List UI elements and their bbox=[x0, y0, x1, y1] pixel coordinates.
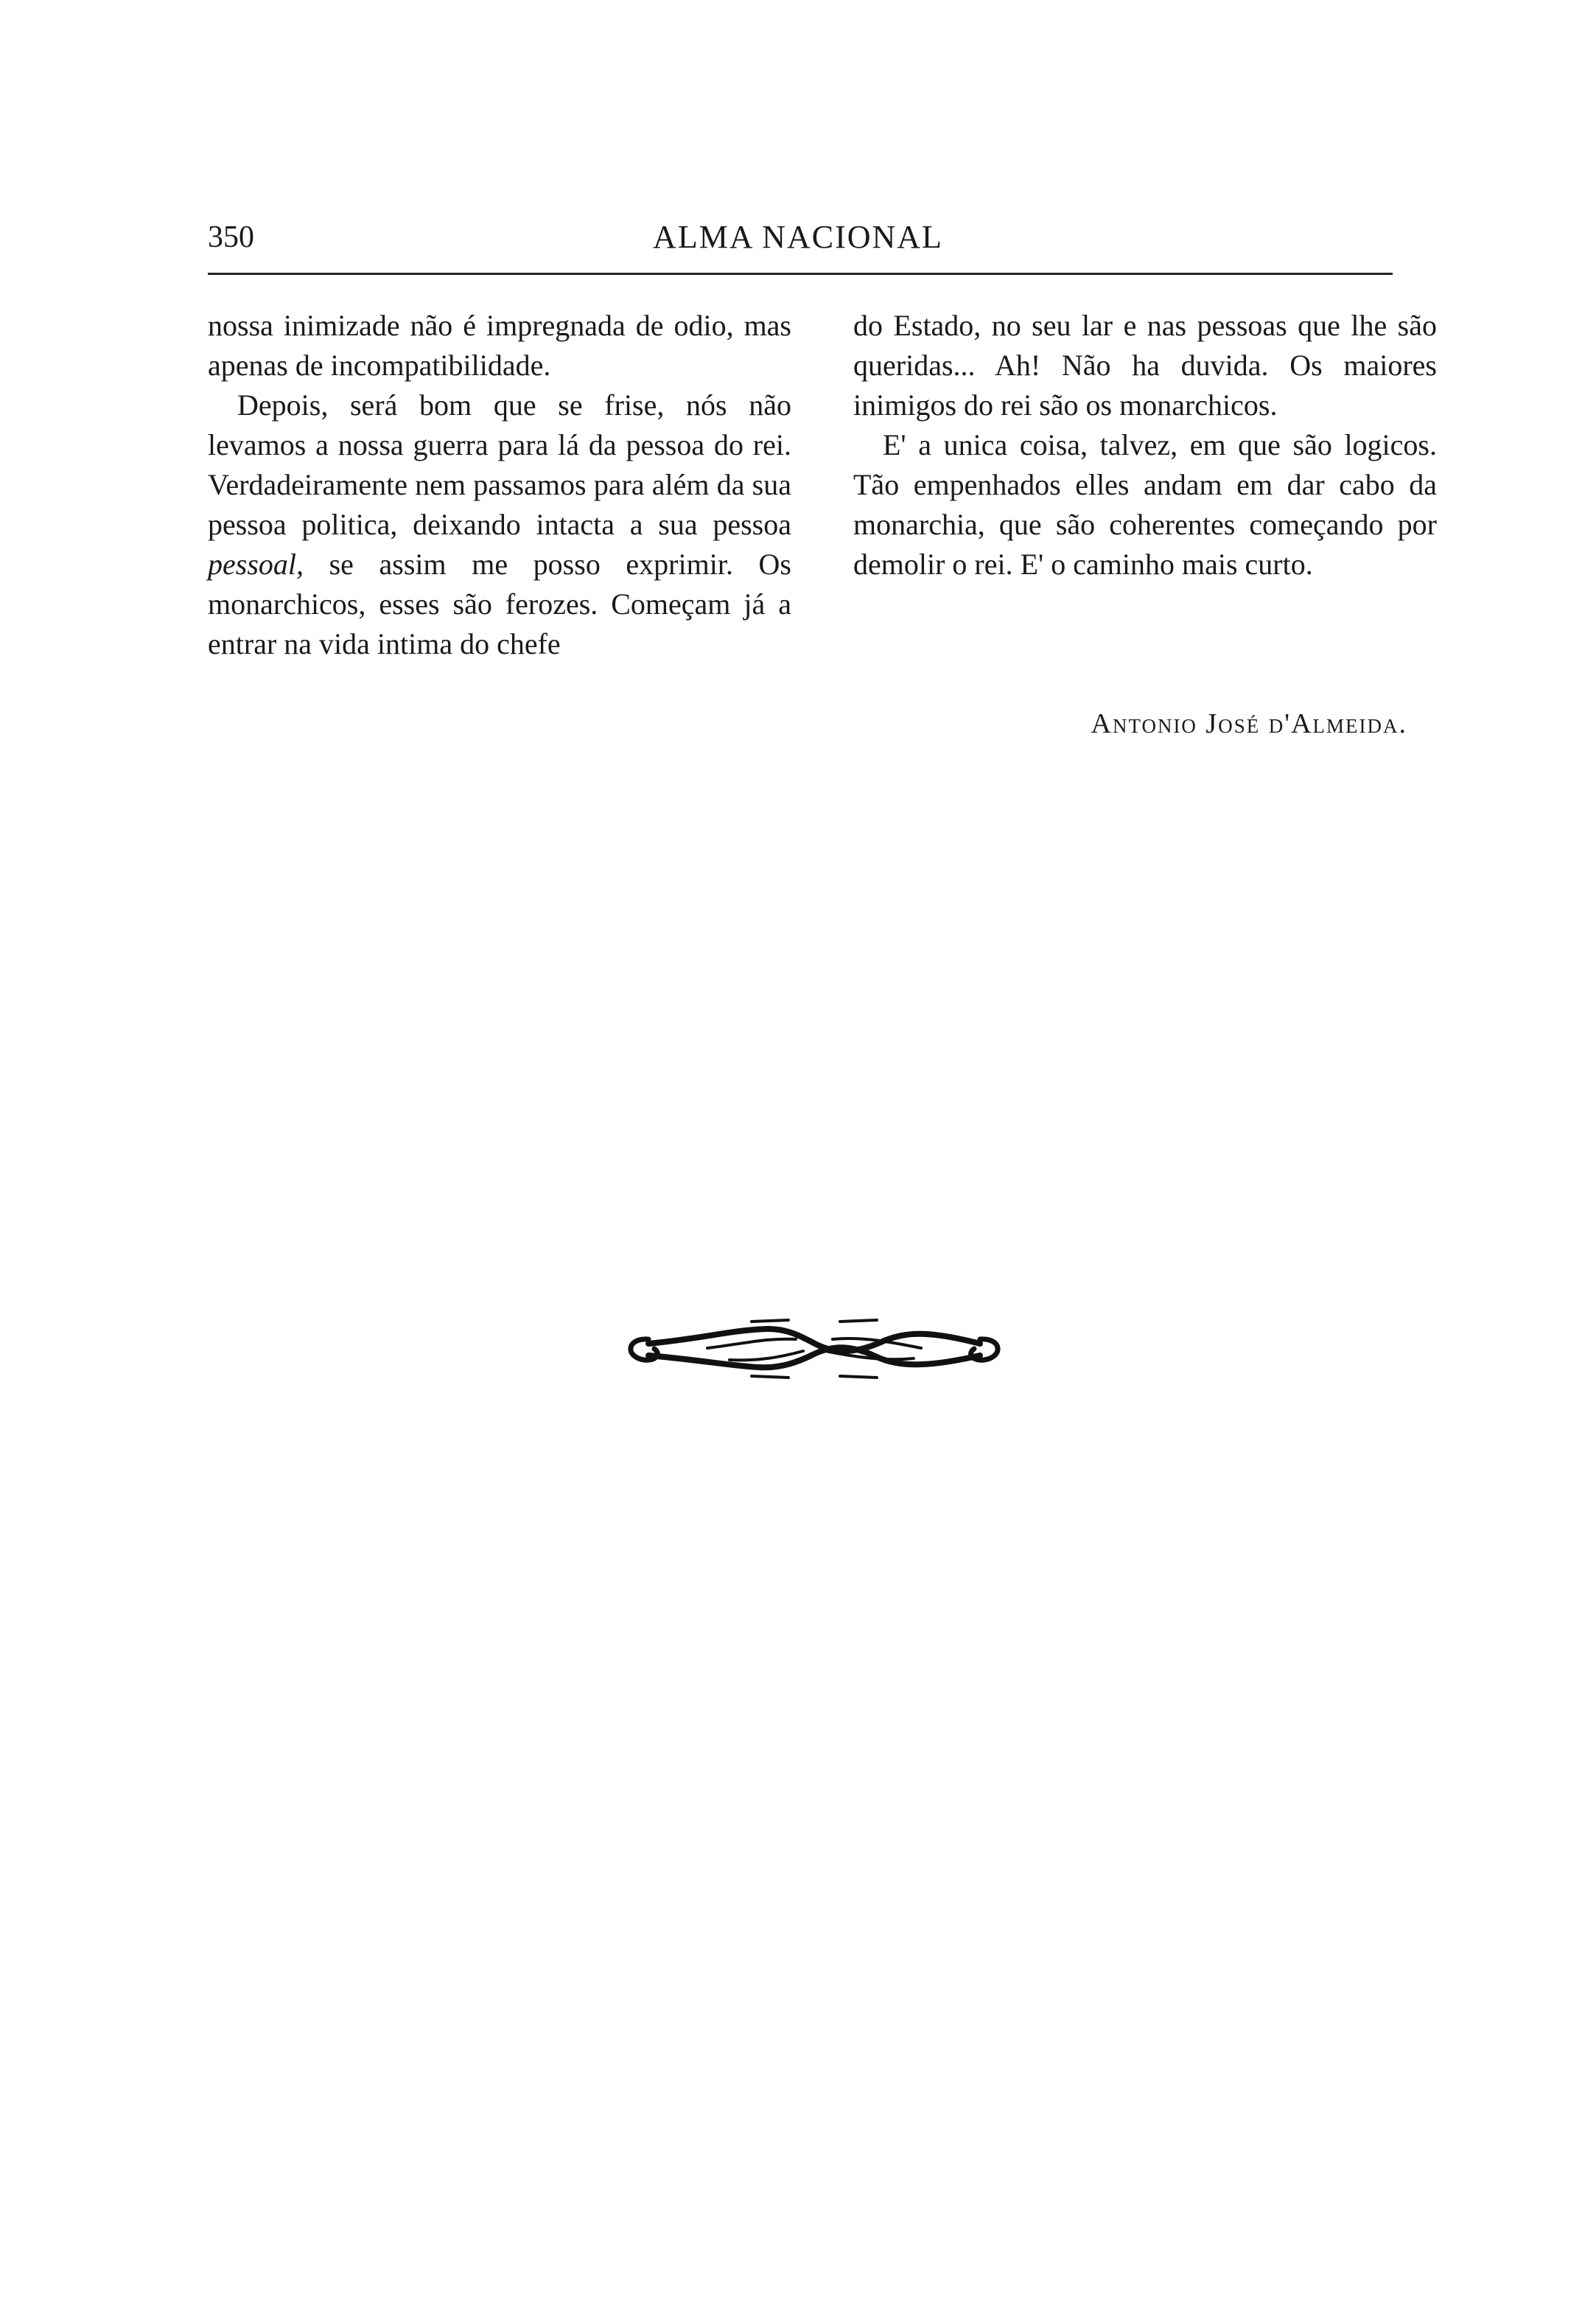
left-paragraph-2-italic: pessoal, bbox=[208, 548, 304, 581]
header-rule bbox=[208, 273, 1393, 275]
author-signature: Antonio José d'Almeida. bbox=[1091, 708, 1407, 739]
page-number: 350 bbox=[208, 220, 254, 254]
left-paragraph-2-part-1: Depois, será bom que se frise, nós não levamos a nossa guerra para lá da pessoa do rei. Verdadeiramente nem passamos para além da sua pessoa politica, deixando intacta a sua pessoa bbox=[208, 388, 791, 541]
right-paragraph-1: do Estado, no seu lar e nas pessoas que lhe são queridas... Ah! Não ha duvida. Os maiores inimigos do rei são os monarchicos. bbox=[853, 309, 1437, 422]
left-paragraph-2 bbox=[208, 385, 791, 664]
decorative-scroll-ornament-icon bbox=[619, 1308, 1009, 1389]
running-title: ALMA NACIONAL bbox=[653, 219, 943, 255]
left-column bbox=[208, 306, 791, 664]
left-paragraph-1: nossa inimizade não é impregnada de odio, mas apenas de incompatibilidade. bbox=[208, 309, 791, 382]
left-paragraph-2-part-2: se assim me posso exprimir. Os monarchicos, esses são ferozes. Começam já a entrar na vida intima do chefe bbox=[208, 548, 791, 660]
right-paragraph-2: E' a unica coisa, talvez, em que são logicos. Tão empenhados elles andam em dar cabo da monarchia, que são coherentes começando por demolir o rei. E' o caminho mais curto. bbox=[853, 428, 1437, 581]
right-column bbox=[853, 306, 1437, 584]
